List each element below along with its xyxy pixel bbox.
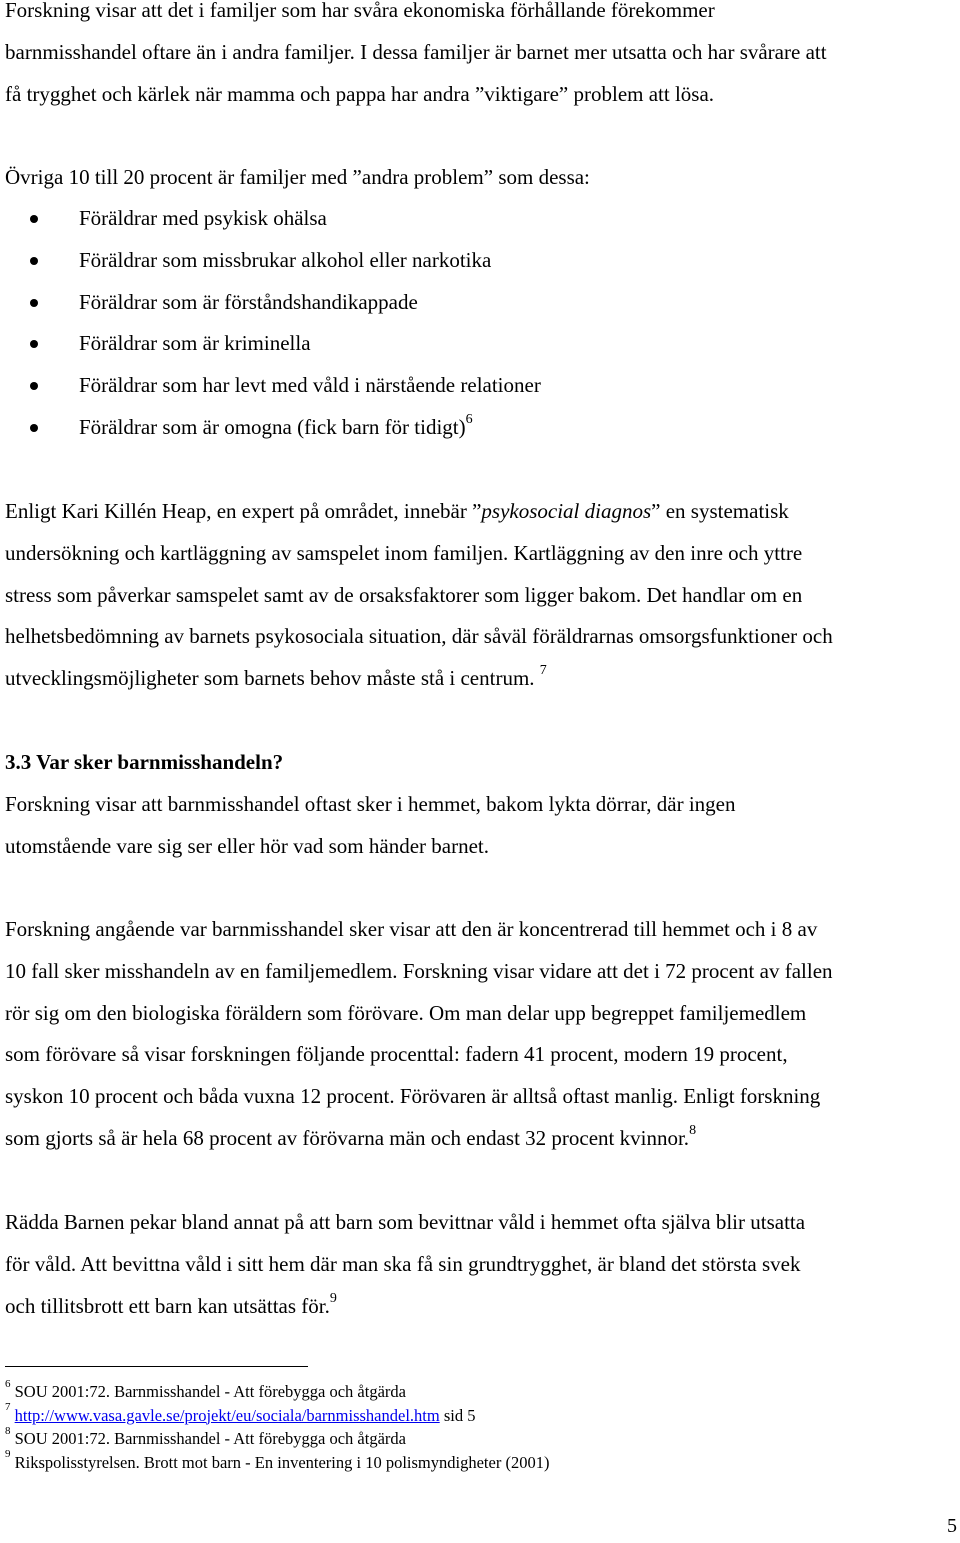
text-line: Forskning visar att barnmisshandel oftast sker i hemmet, bakom lykta dörrar, där ingen <box>5 792 736 816</box>
footnote <box>5 1448 955 1475</box>
intro-paragraph <box>5 0 960 115</box>
list-item-text: Föräldrar som missbrukar alkohol eller narkotika <box>79 247 492 272</box>
text-line: för våld. Att bevittna våld i sitt hem där man ska få sin grundtrygghet, är bland det största svek <box>5 1251 801 1276</box>
text-line: som förövare så visar forskningen följande procenttal: fadern 41 procent, modern 19 procent, <box>5 1042 788 1067</box>
text-line: 10 fall sker misshandeln av en familjemedlem. Forskning visar vidare att det i 72 procent av fallen <box>5 958 833 983</box>
bullet-icon <box>30 424 38 432</box>
text-line: Forskning angående var barnmisshandel sker visar att den är koncentrerad till hemmet och i 8 av <box>5 917 818 941</box>
list-item <box>0 407 960 449</box>
list-item <box>0 282 960 324</box>
list-item <box>0 240 960 282</box>
text-line <box>5 491 960 533</box>
footnotes <box>5 1377 955 1474</box>
text-span: Enligt Kari Killén Heap, en expert på området, innebär ” <box>5 499 482 523</box>
footnote-divider <box>5 1366 308 1367</box>
text-line: helhetsbedömning av barnets psykosociala situation, där såväl föräldrarnas omsorgsfunktioner och <box>5 624 833 649</box>
footnote-text: sid 5 <box>439 1405 476 1425</box>
home-paragraph <box>5 784 960 868</box>
list-item <box>0 365 960 407</box>
footnote <box>5 1377 955 1404</box>
footnote-link[interactable]: http://www.vasa.gavle.se/projekt/eu/sociala/barnmisshandel.htm <box>14 1405 440 1425</box>
text-line: barnmisshandel oftare än i andra familjer. I dessa familjer är barnet mer utsatta och har svårare att <box>5 39 827 64</box>
footnote-ref: 8 <box>689 1122 697 1138</box>
footnote-text: Rikspolisstyrelsen. Brott mot barn - En inventering i 10 polismyndigheter (2001) <box>10 1452 550 1472</box>
list-item-text: Föräldrar som har levt med våld i närstående relationer <box>79 373 541 398</box>
text-line: rör sig om den biologiska föräldern som förövare. Om man delar upp begreppet familjemedlem <box>5 1000 807 1025</box>
text-span: och tillitsbrott ett barn kan utsättas för. <box>5 1293 330 1318</box>
footnote-ref: 6 <box>465 411 473 427</box>
bullet-icon <box>30 257 38 265</box>
footnote <box>5 1424 955 1451</box>
footnote <box>5 1401 955 1428</box>
text-span: utvecklingsmöjligheter som barnets behov måste stå i centrum. <box>5 666 540 691</box>
text-line <box>5 658 960 700</box>
text-line: syskon 10 procent och båda vuxna 12 procent. Förövaren är alltså oftast manlig. Enligt forskning <box>5 1084 821 1109</box>
footnote-number: 9 <box>5 1448 11 1461</box>
radda-barnen-paragraph <box>5 1202 960 1327</box>
page-number: 5 <box>947 1515 957 1537</box>
diagnos-paragraph <box>5 491 960 700</box>
list-item <box>0 323 960 365</box>
text-line <box>5 1286 960 1328</box>
problem-list <box>0 198 960 449</box>
footnote-text: SOU 2001:72. Barnmisshandel - Att förebygga och åtgärda <box>10 1429 406 1449</box>
text-span: ” en systematisk <box>651 499 789 523</box>
emphasized-term: psykosocial diagnos <box>481 499 652 523</box>
list-item-text: Föräldrar som är omogna (fick barn för tidigt) <box>79 414 466 439</box>
list-item-text: Föräldrar med psykisk ohälsa <box>79 206 327 230</box>
text-line: få trygghet och kärlek när mamma och pappa har andra ”viktigare” problem att lösa. <box>5 81 715 106</box>
bullet-icon <box>30 382 38 390</box>
bullet-icon <box>30 299 38 307</box>
footnote-ref: 7 <box>539 663 547 679</box>
text-line: Forskning visar att det i familjer som har svåra ekonomiska förhållande förekommer <box>5 0 715 22</box>
footnote-number: 6 <box>5 1377 11 1390</box>
text-line: utomstående vare sig ser eller hör vad som händer barnet. <box>5 833 489 858</box>
text-line <box>5 1118 960 1160</box>
text-line: Rädda Barnen pekar bland annat på att barn som bevittnar våld i hemmet ofta själva blir utsatta <box>5 1210 806 1234</box>
text-span: som gjorts så är hela 68 procent av förövarna män och endast 32 procent kvinnor. <box>5 1125 690 1150</box>
section-heading: 3.3 Var sker barnmisshandeln? <box>5 750 284 774</box>
statistics-paragraph <box>5 909 960 1160</box>
text-line: stress som påverkar samspelet samt av de orsaksfaktorer som ligger bakom. Det handlar om en <box>5 582 803 607</box>
text-line: undersökning och kartläggning av samspelet inom familjen. Kartläggning av den inre och yttre <box>5 540 803 565</box>
footnote-text: SOU 2001:72. Barnmisshandel - Att förebygga och åtgärda <box>10 1382 406 1401</box>
list-item-text: Föräldrar som är kriminella <box>79 331 311 356</box>
footnote-number: 7 <box>5 1401 11 1414</box>
list-intro: Övriga 10 till 20 procent är familjer med ”andra problem” som dessa: <box>5 165 590 189</box>
list-item-text: Föräldrar som är förståndshandikappade <box>79 289 418 314</box>
footnote-number: 8 <box>5 1424 11 1437</box>
footnote-ref: 9 <box>329 1290 337 1306</box>
list-item <box>0 198 960 240</box>
bullet-icon <box>30 340 38 348</box>
bullet-icon <box>30 215 38 223</box>
